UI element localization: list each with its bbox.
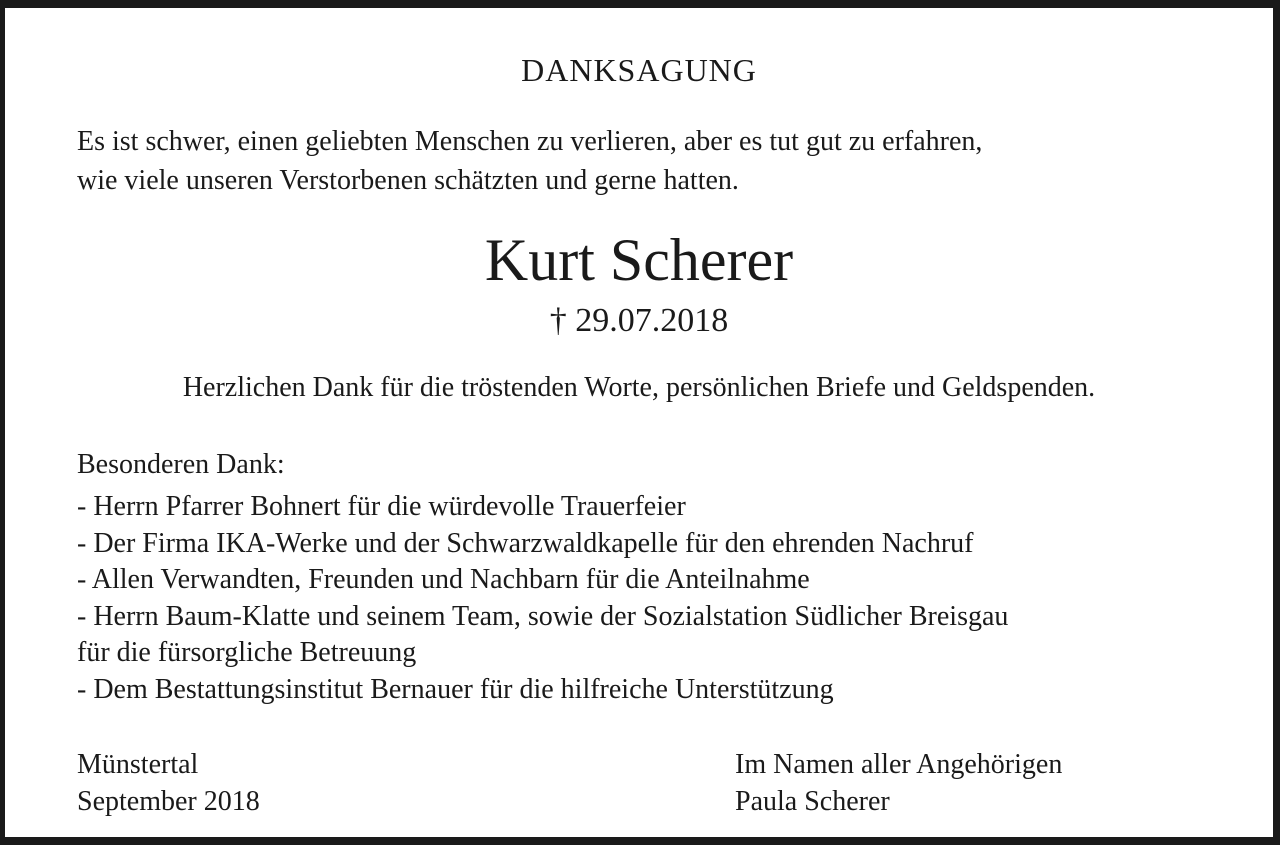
signature-line-1: Im Namen aller Angehörigen: [735, 749, 1063, 780]
date: September 2018: [77, 786, 260, 817]
list-item: - Allen Verwandten, Freunden und Nachbarn für die Anteilnahme: [77, 564, 810, 596]
place-and-date: [77, 746, 260, 820]
place: Münstertal: [77, 749, 199, 780]
intro-line-1: Es ist schwer, einen geliebten Menschen zu verlieren, aber es tut gut zu erfahren,: [77, 126, 983, 157]
deceased-name: Kurt Scherer: [484, 227, 794, 293]
list-item-continuation: für die fürsorgliche Betreuung: [77, 637, 417, 669]
list-item: - Dem Bestattungsinstitut Bernauer für die hilfreiche Unterstützung: [77, 673, 834, 705]
list-item: - Herrn Baum-Klatte und seinem Team, sowie der Sozialstation Südlicher Breisgau: [77, 600, 1009, 632]
special-thanks-heading: Besonderen Dank:: [77, 449, 285, 480]
list-item: - Der Firma IKA-Werke und der Schwarzwaldkapelle für den ehrenden Nachruf: [77, 527, 974, 559]
notice-title: DANKSAGUNG: [521, 52, 757, 88]
special-thanks-list: [77, 489, 1008, 709]
thanks-line: Herzlichen Dank für die tröstenden Worte, persönlichen Briefe und Geldspenden.: [182, 372, 1096, 403]
signature-line-2: Paula Scherer: [735, 786, 890, 817]
signature: [735, 746, 1062, 820]
intro-line-2: wie viele unseren Verstorbenen schätzten und gerne hatten.: [77, 165, 739, 196]
list-item: - Herrn Pfarrer Bohnert für die würdevolle Trauerfeier: [77, 491, 686, 522]
intro-text: [77, 122, 982, 200]
death-date: † 29.07.2018: [549, 302, 729, 339]
